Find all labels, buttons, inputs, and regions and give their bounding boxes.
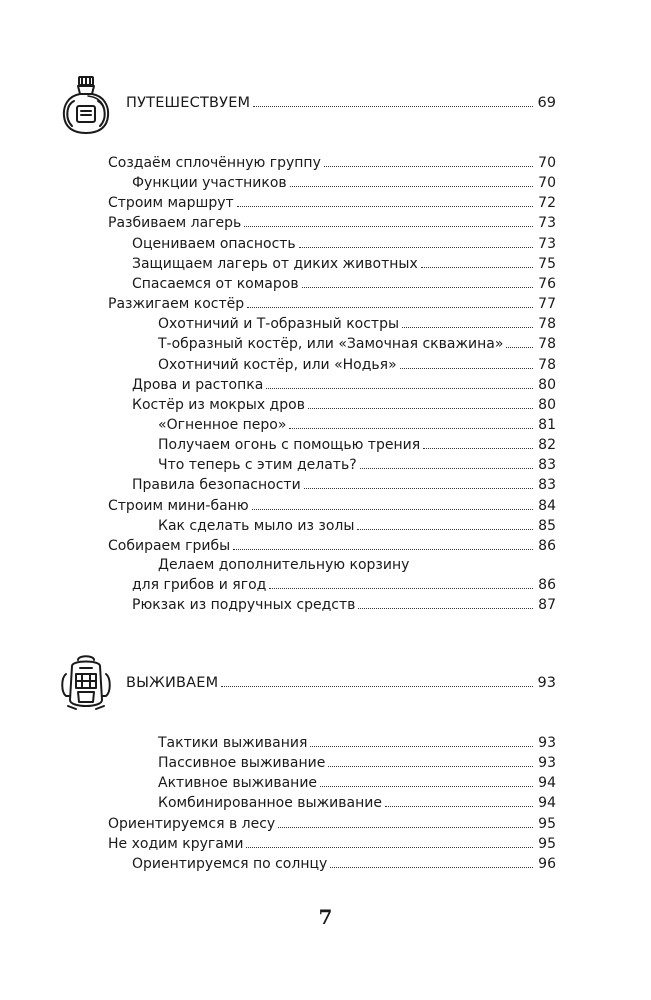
toc-entry-title: Получаем огонь с помощью трения — [158, 437, 421, 454]
section-title: ПУТЕШЕСТВУЕМ — [126, 95, 251, 111]
toc-entry[interactable] — [0, 212, 651, 234]
toc-entry-page: 78 — [538, 316, 556, 333]
toc-entry-page: 93 — [538, 735, 556, 751]
toc-entry[interactable] — [0, 594, 651, 616]
toc-entry-title: для грибов и ягод — [132, 577, 267, 593]
toc-entry-page: 82 — [538, 437, 556, 454]
toc-entry-title: Охотничий костёр, или «Нодья» — [158, 356, 397, 373]
toc-entry-title: Рюкзак из подручных средств — [132, 597, 356, 614]
toc-entry-title: Активное выживание — [158, 775, 318, 792]
toc-entry-page: 83 — [538, 457, 556, 474]
toc-entry-page: 95 — [538, 815, 556, 832]
toc-entry-title: Строим маршрут — [108, 195, 234, 212]
toc-entry-title: Тактики выживания — [158, 735, 308, 751]
dot-leader — [360, 468, 533, 469]
section-page: 93 — [537, 675, 556, 691]
toc-entry-page: 87 — [538, 597, 556, 614]
dot-leader — [247, 307, 533, 308]
toc-entry[interactable] — [0, 853, 651, 875]
toc-entry-page: 78 — [538, 336, 556, 353]
toc-entry[interactable] — [0, 293, 651, 315]
toc-entry-page: 85 — [538, 517, 556, 534]
dot-leader — [385, 806, 533, 807]
toc-entry-page: 78 — [538, 356, 556, 373]
dot-leader — [237, 206, 533, 207]
toc-entry[interactable] — [0, 792, 651, 814]
toc-entry-page: 76 — [538, 275, 556, 292]
toc-entry[interactable] — [0, 474, 651, 496]
toc-entry[interactable] — [0, 813, 651, 835]
toc-entry-page: 75 — [538, 255, 556, 272]
backpack-icon — [58, 652, 114, 714]
dot-leader — [233, 549, 533, 550]
toc-entry-page: 93 — [538, 755, 556, 772]
dot-leader — [246, 847, 533, 848]
toc-entry-title: Не ходим кругами — [108, 835, 244, 852]
toc-entry[interactable] — [0, 394, 651, 416]
dot-leader — [423, 448, 533, 449]
toc-entry[interactable] — [0, 772, 651, 794]
toc-entry-line: Делаем дополнительную корзину — [158, 557, 410, 573]
toc-entry-title: Собираем грибы — [108, 537, 231, 554]
toc-entry-title: Оцениваем опасность — [132, 235, 296, 252]
toc-entry[interactable] — [0, 374, 651, 396]
toc-entry[interactable] — [0, 515, 651, 537]
toc-entry[interactable] — [0, 752, 651, 774]
dot-leader — [302, 287, 533, 288]
dot-leader — [244, 226, 533, 227]
toc-entry-title: Правила безопасности — [132, 477, 301, 494]
toc-entry[interactable] — [0, 495, 651, 517]
toc-entry-page: 80 — [538, 396, 556, 413]
toc-entry[interactable] — [0, 354, 651, 376]
section-title: ВЫЖИВАЕМ — [126, 675, 219, 691]
toc-entry-title: «Огненное перо» — [158, 416, 287, 433]
toc-entry-page: 86 — [538, 537, 556, 554]
toc-entry-page: 95 — [538, 835, 556, 852]
toc-entry-page: 72 — [538, 195, 556, 212]
toc-entry-title: Ориентируемся по солнцу — [132, 855, 328, 872]
toc-entry[interactable] — [0, 253, 651, 275]
dot-leader — [221, 686, 533, 687]
toc-entry[interactable] — [0, 454, 651, 476]
dot-leader — [290, 186, 533, 187]
toc-entry-title: Защищаем лагерь от диких животных — [132, 255, 418, 272]
dot-leader — [289, 428, 533, 429]
toc-entry-page: 80 — [538, 376, 556, 393]
toc-entry-title: Что теперь с этим делать? — [158, 457, 357, 474]
toc-entry[interactable] — [0, 172, 651, 194]
dot-leader — [269, 588, 533, 589]
toc-entry-page: 94 — [538, 795, 556, 812]
toc-entry-page: 70 — [538, 155, 556, 171]
dot-leader — [266, 388, 533, 389]
toc-entry[interactable] — [0, 273, 651, 295]
bottle-icon — [58, 74, 114, 136]
toc-entry[interactable] — [0, 333, 651, 355]
toc-entry-page: 83 — [538, 477, 556, 494]
toc-entry-title: Комбинированное выживание — [158, 795, 382, 812]
toc-entry-page: 86 — [538, 577, 556, 593]
toc-entry-page: 94 — [538, 775, 556, 792]
toc-entry-page: 84 — [538, 497, 556, 514]
dot-leader — [506, 347, 533, 348]
dot-leader — [358, 608, 533, 609]
dot-leader — [308, 408, 533, 409]
dot-leader — [299, 247, 533, 248]
page-number: 7 — [318, 905, 333, 929]
toc-entry-title: Функции участников — [132, 175, 287, 192]
toc-entry-page: 96 — [538, 855, 556, 872]
toc-entry-title: Создаём сплочённую группу — [108, 155, 321, 171]
toc-entry-title: Как сделать мыло из золы — [158, 517, 355, 534]
toc-entry-title: Разбиваем лагерь — [108, 215, 242, 232]
dot-leader — [253, 106, 533, 107]
toc-entry[interactable] — [0, 313, 651, 335]
toc-entry-page: 81 — [538, 416, 556, 433]
toc-entry-page: 73 — [538, 215, 556, 232]
dot-leader — [324, 166, 533, 167]
toc-entry-title: Охотничий и Т-образный костры — [158, 316, 400, 333]
toc-entry-title: Разжигаем костёр — [108, 296, 245, 313]
toc-entry-page: 77 — [538, 296, 556, 313]
toc-entry[interactable] — [0, 233, 651, 255]
toc-entry-title: Дрова и растопка — [132, 376, 264, 393]
toc-entry-title: Т-образный костёр, или «Замочная скважина» — [158, 336, 504, 353]
toc-entry-title: Строим мини-баню — [108, 497, 249, 514]
dot-leader — [320, 786, 533, 787]
toc-entry[interactable] — [0, 152, 651, 174]
dot-leader — [357, 529, 533, 530]
dot-leader — [400, 368, 533, 369]
dot-leader — [328, 766, 533, 767]
dot-leader — [252, 509, 533, 510]
toc-entry-title: Костёр из мокрых дров — [132, 396, 305, 413]
dot-leader — [421, 267, 533, 268]
toc-entry[interactable] — [0, 574, 651, 596]
section-page: 69 — [537, 95, 556, 111]
dot-leader — [402, 327, 533, 328]
toc-entry[interactable] — [0, 192, 651, 214]
dot-leader — [330, 867, 533, 868]
toc-entry[interactable] — [0, 434, 651, 456]
toc-entry[interactable] — [0, 414, 651, 436]
toc-entry-title: Пассивное выживание — [158, 755, 326, 772]
toc-entry[interactable] — [0, 833, 651, 855]
toc-entry-page: 73 — [538, 235, 556, 252]
toc-entry[interactable] — [0, 732, 651, 754]
dot-leader — [278, 827, 533, 828]
toc-entry-title: Спасаемся от комаров — [132, 275, 299, 292]
toc-entry-title: Ориентируемся в лесу — [108, 815, 276, 832]
dot-leader — [310, 746, 533, 747]
dot-leader — [304, 488, 533, 489]
toc-entry-page: 70 — [538, 175, 556, 192]
